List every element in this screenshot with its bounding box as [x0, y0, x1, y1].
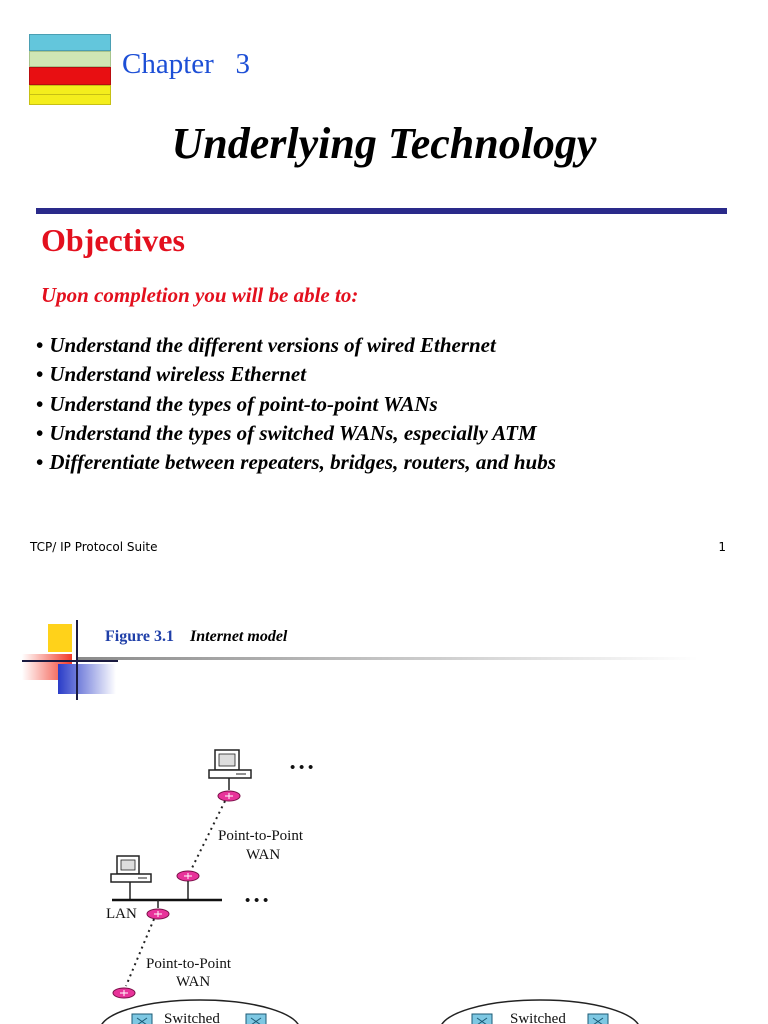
decor-stripe-cyan	[29, 34, 111, 51]
switched-wan-label-left: Switched	[164, 1011, 220, 1024]
lan-label: LAN	[106, 906, 137, 922]
decor-stripe-red	[29, 67, 111, 85]
page-number: 1	[718, 540, 726, 554]
objective-item	[36, 360, 556, 389]
decor-stripe-yellow-2	[29, 94, 111, 105]
point-to-point-link	[126, 919, 154, 986]
router-icon	[113, 988, 135, 998]
computer-icon	[209, 750, 251, 778]
objective-text: Understand the types of switched WANs, especially ATM	[49, 420, 537, 445]
ptp-wan-label-1-wan: WAN	[246, 847, 281, 863]
objective-list	[36, 331, 556, 477]
objective-text: Understand the types of point-to-point WANs	[49, 391, 438, 416]
figure-title: Internet model	[190, 628, 288, 645]
ellipsis-lan: • • •	[245, 893, 269, 909]
bullet: •	[36, 333, 44, 357]
title-rule	[36, 208, 727, 214]
computer-icon	[111, 856, 151, 882]
objective-item	[36, 390, 556, 419]
switched-wan-label-right: Switched	[510, 1011, 566, 1024]
objective-item	[36, 448, 556, 477]
chapter-label: Chapter 3	[122, 48, 251, 80]
objective-item	[36, 331, 556, 360]
ellipsis-top: • • •	[290, 760, 314, 776]
bullet: •	[36, 450, 44, 475]
switch-icon	[132, 1014, 152, 1024]
ptp-wan-label-1: Point-to-Point	[218, 828, 304, 844]
objective-text: Understand wireless Ethernet	[49, 362, 307, 387]
router-icon	[218, 791, 240, 801]
ptp-wan-label-2: Point-to-Point	[146, 956, 232, 972]
switch-icon	[472, 1014, 492, 1024]
slide-title: Underlying Technology	[171, 119, 597, 168]
objective-text: Understand the different versions of wired Ethernet	[49, 333, 496, 357]
bullet: •	[36, 362, 44, 387]
objectives-heading: Objectives	[41, 222, 185, 258]
bullet: •	[36, 391, 44, 416]
figure-caption	[105, 628, 287, 646]
router-icon	[177, 871, 199, 881]
bullet: •	[36, 420, 44, 445]
switch-icon	[588, 1014, 608, 1024]
footer-course-title: TCP/ IP Protocol Suite	[30, 540, 158, 554]
decor-stripe-green	[29, 51, 111, 67]
switch-icon	[246, 1014, 266, 1024]
internet-model-diagram	[0, 700, 768, 1024]
objective-text: Differentiate between repeaters, bridges, routers, and hubs	[49, 450, 556, 475]
objective-item	[36, 419, 556, 448]
router-icon	[147, 909, 169, 919]
ptp-wan-label-2-wan: WAN	[176, 974, 211, 990]
figure-number: Figure 3.1	[105, 628, 175, 645]
caption-rule	[78, 657, 698, 660]
objectives-lead: Upon completion you will be able to:	[41, 283, 359, 307]
